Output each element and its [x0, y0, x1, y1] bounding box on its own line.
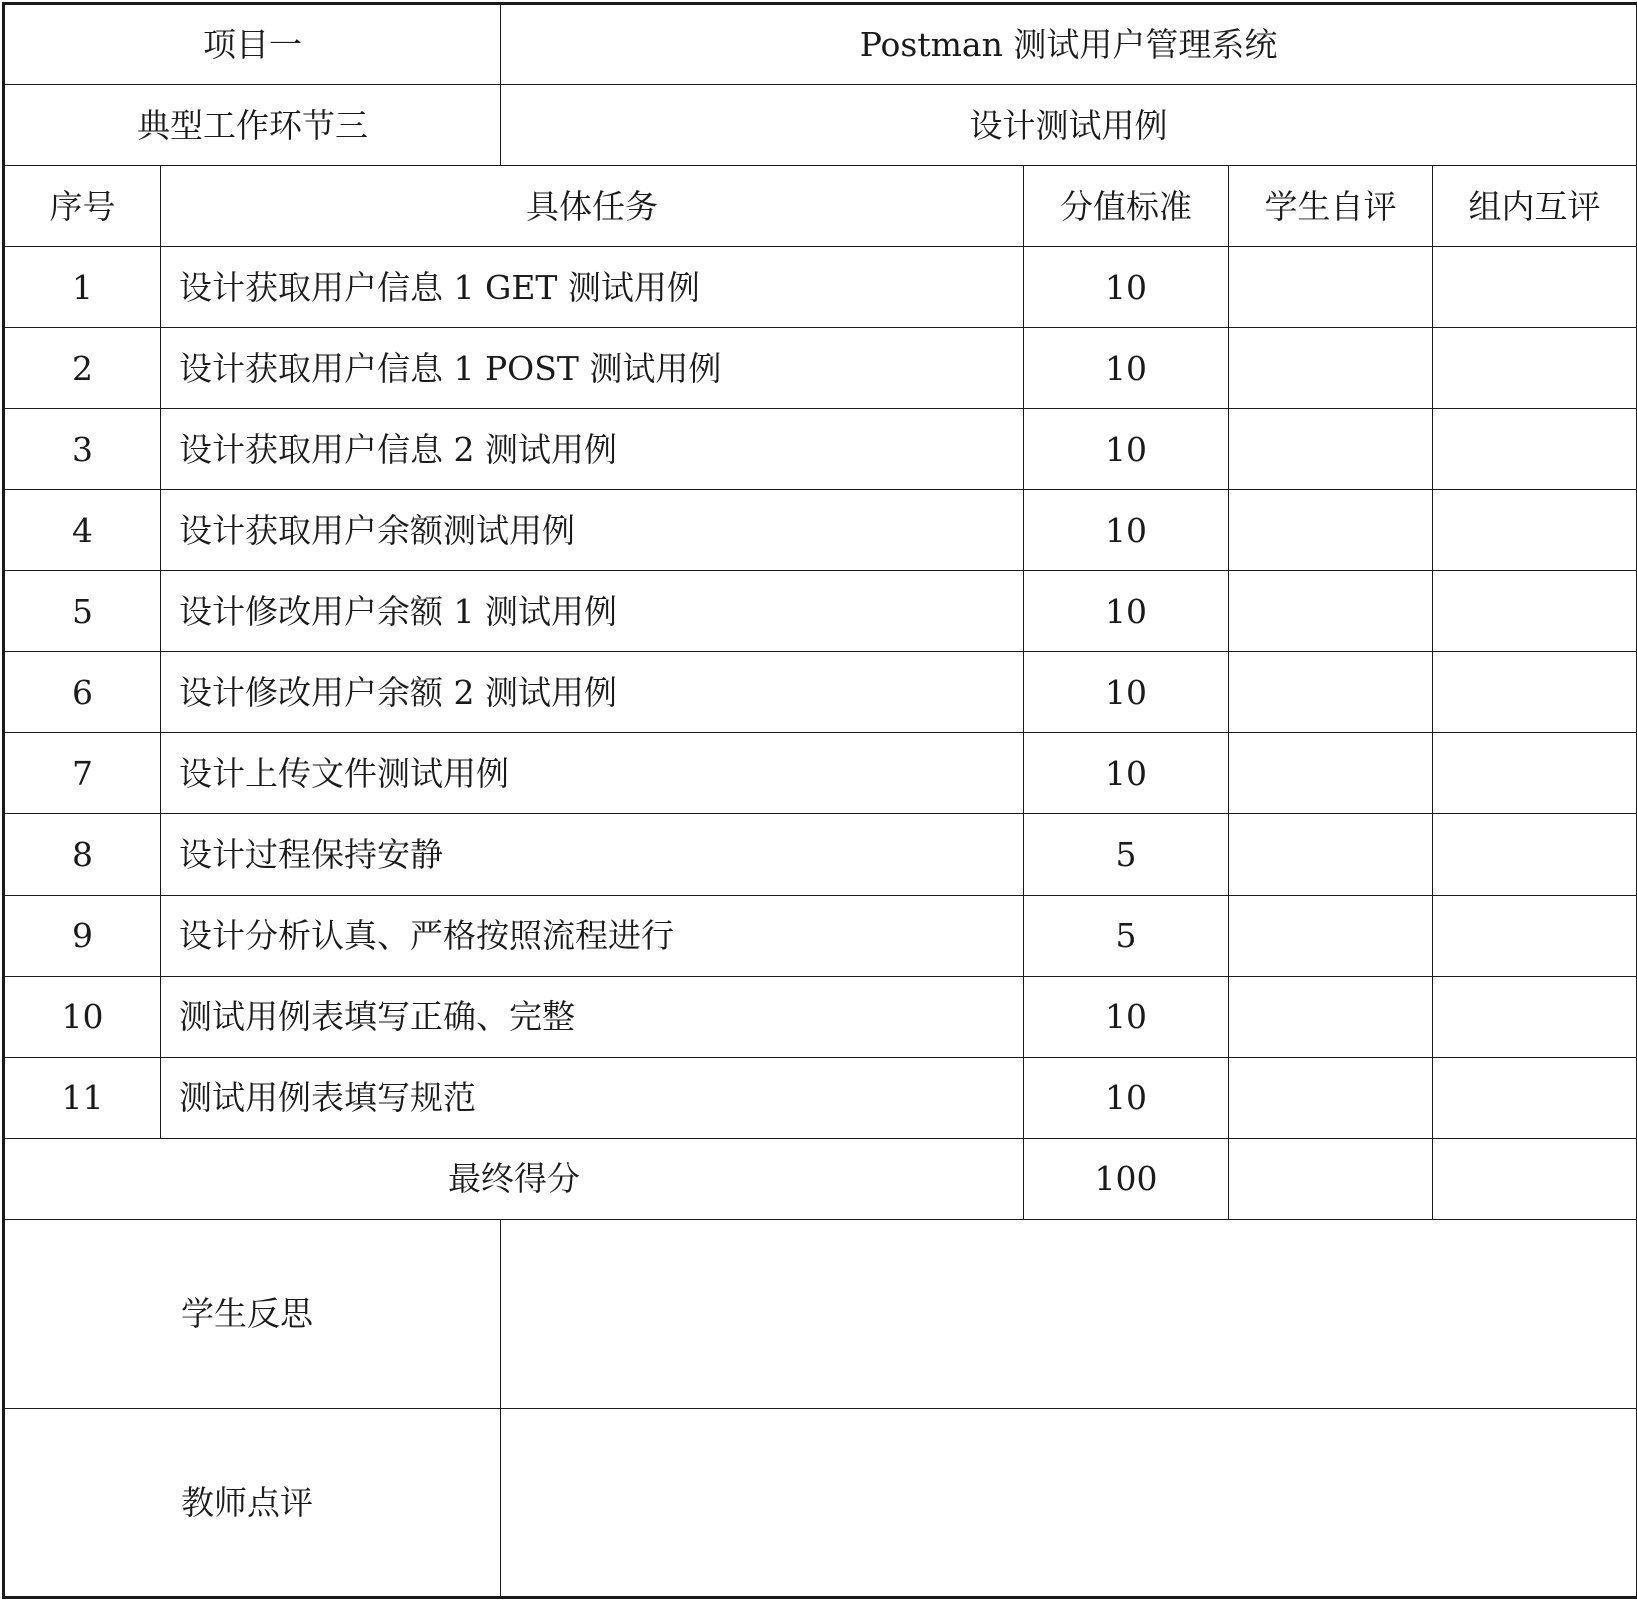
table-row	[4, 1057, 1637, 1138]
project-row	[4, 4, 1637, 85]
row-score: 10	[1024, 571, 1229, 652]
row-score: 10	[1024, 247, 1229, 328]
row-score: 10	[1024, 733, 1229, 814]
row-task: 设计过程保持安静	[161, 814, 1024, 895]
table-row	[4, 652, 1637, 733]
student-reflection-field[interactable]	[501, 1219, 1637, 1408]
col-header-peer-eval: 组内互评	[1433, 166, 1637, 247]
table-row	[4, 814, 1637, 895]
row-index: 11	[4, 1057, 161, 1138]
project-value: Postman 测试用户管理系统	[501, 4, 1637, 85]
row-self-eval-cell[interactable]	[1229, 652, 1433, 733]
row-self-eval-cell[interactable]	[1229, 814, 1433, 895]
row-index: 2	[4, 328, 161, 409]
table-row	[4, 895, 1637, 976]
row-task: 设计获取用户信息 1 POST 测试用例	[161, 328, 1024, 409]
row-index: 8	[4, 814, 161, 895]
table-row	[4, 490, 1637, 571]
stage-value: 设计测试用例	[501, 85, 1637, 166]
teacher-comment-row	[4, 1408, 1637, 1597]
row-index: 10	[4, 976, 161, 1057]
student-reflection-label: 学生反思	[4, 1219, 501, 1408]
row-task: 设计修改用户余额 1 测试用例	[161, 571, 1024, 652]
col-header-score-standard: 分值标准	[1024, 166, 1229, 247]
total-peer-eval-cell[interactable]	[1433, 1138, 1637, 1219]
row-score: 10	[1024, 976, 1229, 1057]
row-index: 6	[4, 652, 161, 733]
total-row	[4, 1138, 1637, 1219]
table-row	[4, 409, 1637, 490]
row-score: 5	[1024, 895, 1229, 976]
col-header-index: 序号	[4, 166, 161, 247]
row-score: 10	[1024, 1057, 1229, 1138]
row-score: 10	[1024, 490, 1229, 571]
table-row	[4, 976, 1637, 1057]
row-task: 测试用例表填写正确、完整	[161, 976, 1024, 1057]
row-peer-eval-cell[interactable]	[1433, 1057, 1637, 1138]
row-self-eval-cell[interactable]	[1229, 733, 1433, 814]
row-self-eval-cell[interactable]	[1229, 895, 1433, 976]
row-peer-eval-cell[interactable]	[1433, 409, 1637, 490]
row-task: 设计分析认真、严格按照流程进行	[161, 895, 1024, 976]
row-peer-eval-cell[interactable]	[1433, 895, 1637, 976]
row-index: 7	[4, 733, 161, 814]
col-header-task: 具体任务	[161, 166, 1024, 247]
project-label: 项目一	[4, 4, 501, 85]
row-peer-eval-cell[interactable]	[1433, 652, 1637, 733]
row-task: 设计修改用户余额 2 测试用例	[161, 652, 1024, 733]
stage-label: 典型工作环节三	[4, 85, 501, 166]
row-self-eval-cell[interactable]	[1229, 490, 1433, 571]
table-row	[4, 247, 1637, 328]
col-header-self-eval: 学生自评	[1229, 166, 1433, 247]
teacher-comment-field[interactable]	[501, 1408, 1637, 1597]
table-row	[4, 733, 1637, 814]
row-peer-eval-cell[interactable]	[1433, 733, 1637, 814]
row-task: 测试用例表填写规范	[161, 1057, 1024, 1138]
column-header-row	[4, 166, 1637, 247]
row-self-eval-cell[interactable]	[1229, 409, 1433, 490]
row-score: 5	[1024, 814, 1229, 895]
row-score: 10	[1024, 409, 1229, 490]
row-index: 5	[4, 571, 161, 652]
row-self-eval-cell[interactable]	[1229, 976, 1433, 1057]
stage-row	[4, 85, 1637, 166]
row-score: 10	[1024, 652, 1229, 733]
row-peer-eval-cell[interactable]	[1433, 490, 1637, 571]
row-self-eval-cell[interactable]	[1229, 247, 1433, 328]
evaluation-table	[2, 2, 1637, 1599]
row-peer-eval-cell[interactable]	[1433, 571, 1637, 652]
row-peer-eval-cell[interactable]	[1433, 247, 1637, 328]
row-task: 设计获取用户信息 1 GET 测试用例	[161, 247, 1024, 328]
row-self-eval-cell[interactable]	[1229, 1057, 1433, 1138]
row-self-eval-cell[interactable]	[1229, 328, 1433, 409]
total-label: 最终得分	[4, 1138, 1024, 1219]
row-peer-eval-cell[interactable]	[1433, 976, 1637, 1057]
row-peer-eval-cell[interactable]	[1433, 328, 1637, 409]
row-task: 设计上传文件测试用例	[161, 733, 1024, 814]
row-task: 设计获取用户余额测试用例	[161, 490, 1024, 571]
student-reflection-row	[4, 1219, 1637, 1408]
table-row	[4, 571, 1637, 652]
row-index: 4	[4, 490, 161, 571]
total-score: 100	[1024, 1138, 1229, 1219]
table-row	[4, 328, 1637, 409]
row-index: 9	[4, 895, 161, 976]
row-index: 1	[4, 247, 161, 328]
row-index: 3	[4, 409, 161, 490]
row-task: 设计获取用户信息 2 测试用例	[161, 409, 1024, 490]
total-self-eval-cell[interactable]	[1229, 1138, 1433, 1219]
row-self-eval-cell[interactable]	[1229, 571, 1433, 652]
row-score: 10	[1024, 328, 1229, 409]
teacher-comment-label: 教师点评	[4, 1408, 501, 1597]
row-peer-eval-cell[interactable]	[1433, 814, 1637, 895]
